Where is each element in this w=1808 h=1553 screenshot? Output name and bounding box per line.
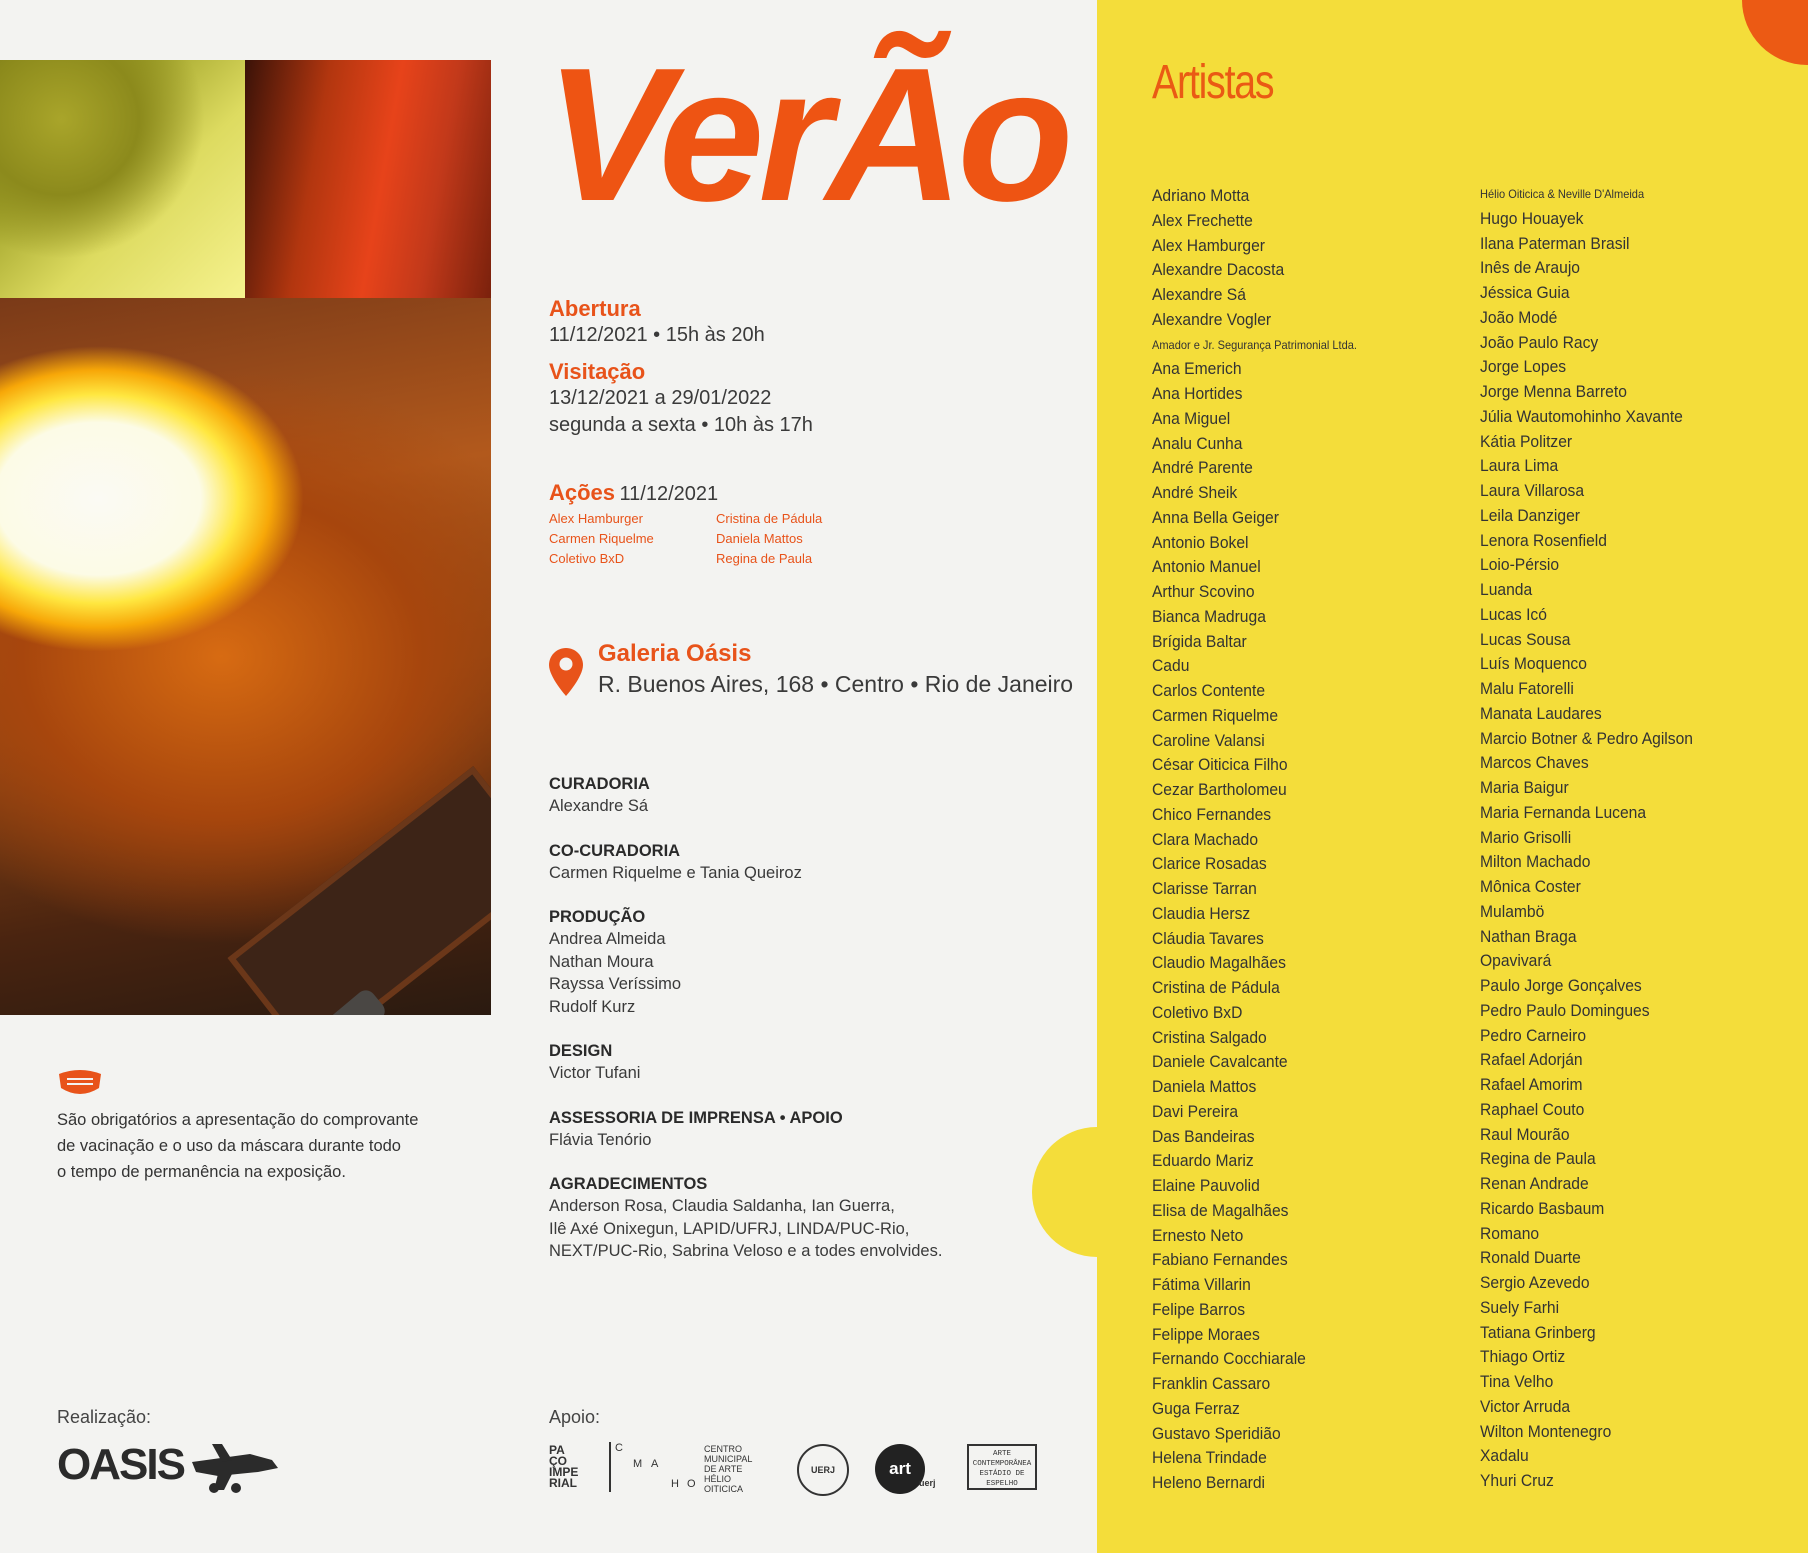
artist-name: Mario Grisolli — [1480, 827, 1572, 847]
visitacao-hours: segunda a sexta • 10h às 17h — [549, 414, 813, 436]
notice-line: de vacinação e o uso da máscara durante todo — [57, 1137, 401, 1155]
artist-name: Clara Machado — [1152, 829, 1259, 849]
artist-name: Claudio Magalhães — [1152, 953, 1286, 973]
credits — [549, 773, 969, 1285]
artist-name: Alex Frechette — [1152, 210, 1253, 230]
artist-name: Adriano Motta — [1152, 186, 1250, 205]
realizacao-label: Realização: — [57, 1407, 152, 1427]
apoio-label: Apoio: — [549, 1407, 601, 1427]
location-pin-icon — [549, 648, 583, 696]
artists-column-2 — [1480, 182, 1693, 1494]
artist-name: Luís Moquenco — [1480, 654, 1587, 674]
artist-name: Cadu — [1152, 656, 1190, 676]
acoes-item: Coletivo BxD — [549, 551, 625, 566]
artist-name: Leila Danziger — [1480, 505, 1580, 525]
artist-name: Ilana Paterman Brasil — [1480, 233, 1630, 253]
visitacao-label: Visitação — [549, 359, 646, 384]
artist-name: Hélio Oiticica & Neville D'Almeida — [1480, 187, 1645, 201]
artist-name: Das Bandeiras — [1152, 1126, 1255, 1146]
acoes-item: Regina de Paula — [716, 551, 813, 566]
artist-name: Cristina Salgado — [1152, 1027, 1267, 1047]
artist-name: João Modé — [1480, 307, 1558, 327]
photo-tile-forge — [0, 298, 491, 1015]
artist-name: Jéssica Guia — [1480, 283, 1570, 302]
artist-name: Antonio Manuel — [1152, 557, 1261, 577]
credit-line: NEXT/PUC-Rio, Sabrina Veloso e a todes envolvides. — [549, 1242, 943, 1260]
credit-agradecimentos — [549, 1173, 969, 1263]
artist-name: Regina de Paula — [1480, 1149, 1596, 1169]
artist-name: Pedro Paulo Domingues — [1480, 1000, 1650, 1020]
artist-name: Kátia Politzer — [1480, 431, 1573, 451]
artist-name: Inês de Araujo — [1480, 258, 1581, 278]
credit-line: Anderson Rosa, Claudia Saldanha, Ian Guerra, — [549, 1197, 895, 1215]
artist-name: Cezar Bartholomeu — [1152, 780, 1287, 799]
artists-title: Artistas — [1152, 56, 1274, 109]
artist-name: Jorge Lopes — [1480, 357, 1567, 377]
artist-name: Daniela Mattos — [1152, 1077, 1257, 1096]
artist-name: Fabiano Fernandes — [1152, 1250, 1288, 1270]
acoes-label: Ações — [549, 480, 616, 505]
visitacao-dates: 13/12/2021 a 29/01/2022 — [549, 387, 772, 409]
artist-name: Milton Machado — [1480, 852, 1591, 872]
exhibition-photo-collage — [0, 60, 491, 1015]
artist-name: Xadalu — [1480, 1446, 1529, 1466]
artist-name: Marcos Chaves — [1480, 753, 1589, 773]
credit-line: Flávia Tenório — [549, 1130, 652, 1149]
artist-name: Renan Andrade — [1480, 1174, 1589, 1193]
credit-heading: PRODUÇÃO — [549, 908, 646, 926]
artist-name: André Sheik — [1152, 483, 1238, 502]
artist-name: Bianca Madruga — [1152, 606, 1266, 626]
artist-name: Rafael Amorim — [1480, 1075, 1583, 1094]
artist-name: Coletivo BxD — [1152, 1002, 1243, 1022]
artist-name: Lucas Icó — [1480, 604, 1547, 624]
credit-co-curadoria — [549, 840, 969, 885]
artist-name: Júlia Wautomohinho Xavante — [1480, 406, 1683, 426]
credit-line: Ilê Axé Onixegun, LAPID/UFRJ, LINDA/PUC-Rio, — [549, 1219, 910, 1238]
artist-name: Romano — [1480, 1223, 1540, 1243]
artist-name: Tina Velho — [1480, 1372, 1554, 1391]
uerj-logo: UERJ — [797, 1444, 849, 1496]
artist-name: Malu Fatorelli — [1480, 679, 1574, 698]
artists-column-1 — [1152, 184, 1357, 1496]
artist-name: Daniele Cavalcante — [1152, 1052, 1288, 1072]
artist-name: Eduardo Mariz — [1152, 1151, 1254, 1171]
artist-name: Felipe Barros — [1152, 1299, 1246, 1319]
credit-line: Victor Tufani — [549, 1064, 641, 1082]
artist-name: Anna Bella Geiger — [1152, 507, 1279, 527]
artist-name: Franklin Cassaro — [1152, 1374, 1271, 1393]
acoes-item: Daniela Mattos — [716, 531, 803, 546]
arte-contemporanea-logo: ARTE CONTEMPORÂNEA ESTÁDIO DE ESPELHO — [967, 1444, 1037, 1490]
artist-name: Raul Mourão — [1480, 1124, 1570, 1144]
visitacao-section — [549, 359, 813, 439]
artist-name: Fátima Villarin — [1152, 1275, 1251, 1294]
credit-line: Nathan Moura — [549, 952, 654, 971]
credit-heading: CO-CURADORIA — [549, 841, 681, 860]
photo-tile-red — [245, 60, 491, 298]
oasis-logo: OASIS — [57, 1440, 184, 1489]
credit-line: Andrea Almeida — [549, 930, 666, 948]
artist-name: André Parente — [1152, 458, 1253, 478]
acoes-list — [549, 511, 856, 566]
airplane-icon — [188, 1440, 280, 1494]
artist-name: Mônica Coster — [1480, 877, 1581, 896]
artist-name: Laura Villarosa — [1480, 481, 1585, 500]
artist-name: João Paulo Racy — [1480, 332, 1599, 352]
credit-line: Rayssa Veríssimo — [549, 975, 682, 993]
artist-name: Alexandre Sá — [1152, 285, 1246, 304]
artist-name: Chico Fernandes — [1152, 804, 1272, 824]
artist-name: Ricardo Basbaum — [1480, 1198, 1605, 1218]
centro-helio-oiticica-logo: C M A H O CENTRO MUNICIPAL DE ARTE HÉLIO OITICICA — [609, 1442, 739, 1494]
artist-name: Heleno Bernardi — [1152, 1473, 1266, 1492]
artist-name: Antonio Bokel — [1152, 532, 1249, 552]
paco-imperial-logo: PA ÇO IMPE RIAL — [549, 1443, 579, 1490]
artist-name: Lucas Sousa — [1480, 629, 1571, 649]
artist-name: Alex Hamburger — [1152, 235, 1266, 255]
credit-curadoria — [549, 773, 969, 818]
artist-name: Clarisse Tarran — [1152, 879, 1257, 898]
artist-name: Ernesto Neto — [1152, 1225, 1244, 1245]
photo-tile-yellow — [0, 60, 245, 298]
artist-name: Jorge Menna Barreto — [1480, 382, 1627, 401]
artist-name: Tatiana Grinberg — [1480, 1322, 1596, 1342]
acoes-item: Alex Hamburger — [549, 511, 643, 526]
credit-heading: DESIGN — [549, 1042, 613, 1060]
artist-name: Marcio Botner & Pedro Agilson — [1480, 728, 1693, 748]
artist-name: Alexandre Vogler — [1152, 309, 1272, 329]
artist-name: Cláudia Tavares — [1152, 928, 1264, 948]
artist-name: Laura Lima — [1480, 456, 1559, 476]
artist-name: Carmen Riquelme — [1152, 705, 1279, 725]
credit-producao — [549, 906, 969, 1018]
artist-name: Fernando Cocchiarale — [1152, 1349, 1306, 1369]
artist-name: Mulambö — [1480, 901, 1545, 921]
artist-name: César Oiticica Filho — [1152, 755, 1288, 775]
artist-name: Caroline Valansi — [1152, 730, 1265, 750]
decorative-circle — [1032, 1127, 1162, 1257]
acoes-item: Carmen Riquelme — [549, 531, 654, 546]
artist-name: Pedro Carneiro — [1480, 1025, 1587, 1045]
artist-name: Brígida Baltar — [1152, 631, 1247, 651]
artist-name: Ana Miguel — [1152, 408, 1231, 428]
artist-name: Elisa de Magalhães — [1152, 1200, 1289, 1220]
artist-name: Arthur Scovino — [1152, 582, 1255, 601]
venue-address: R. Buenos Aires, 168 • Centro • Rio de Janeiro — [598, 671, 1074, 697]
artist-name: Lenora Rosenfield — [1480, 530, 1607, 550]
artist-name: Felippe Moraes — [1152, 1324, 1260, 1344]
artist-name: Rafael Adorján — [1480, 1050, 1583, 1070]
acoes-item: Cristina de Pádula — [716, 511, 823, 526]
artist-name: Wilton Montenegro — [1480, 1421, 1612, 1441]
artist-name: Thiago Ortiz — [1480, 1347, 1566, 1367]
artist-name: Yhuri Cruz — [1480, 1471, 1554, 1490]
artist-name: Raphael Couto — [1480, 1099, 1585, 1119]
abertura-label: Abertura — [549, 296, 641, 321]
artist-name: Ana Hortides — [1152, 384, 1243, 403]
notice-line: São obrigatórios a apresentação do comprovante — [57, 1111, 419, 1129]
artist-name: Clarice Rosadas — [1152, 854, 1267, 874]
abertura-section — [549, 296, 765, 349]
artist-name: Analu Cunha — [1152, 433, 1243, 453]
artist-name: Loio-Pérsio — [1480, 555, 1560, 575]
artist-name: Guga Ferraz — [1152, 1398, 1240, 1418]
abertura-value: 11/12/2021 • 15h às 20h — [549, 324, 765, 346]
artist-name: Opavivará — [1480, 951, 1552, 971]
credit-assessoria — [549, 1107, 969, 1152]
artist-name: Luanda — [1480, 580, 1533, 599]
notice-line: o tempo de permanência na exposição. — [57, 1163, 346, 1181]
credit-line: Rudolf Kurz — [549, 997, 636, 1016]
artist-name: Sergio Azevedo — [1480, 1273, 1590, 1292]
artist-name: Paulo Jorge Gonçalves — [1480, 976, 1642, 995]
venue-name: Galeria Oásis — [598, 640, 752, 667]
acoes-heading — [549, 480, 718, 508]
artist-name: Amador e Jr. Segurança Patrimonial Ltda. — [1152, 337, 1357, 352]
credit-line: Carmen Riquelme e Tania Queiroz — [549, 863, 802, 882]
sponsor-logos — [549, 1440, 1049, 1496]
artist-name: Claudia Hersz — [1152, 903, 1251, 923]
vaccination-notice — [57, 1107, 437, 1185]
artist-name: Davi Pereira — [1152, 1101, 1239, 1121]
artist-name: Maria Baigur — [1480, 778, 1569, 797]
artist-name: Carlos Contente — [1152, 681, 1266, 700]
artist-name: Ana Emerich — [1152, 359, 1242, 379]
artist-name: Alexandre Dacosta — [1152, 260, 1285, 280]
credit-line: Alexandre Sá — [549, 797, 649, 815]
credit-design — [549, 1040, 969, 1085]
credit-heading: AGRADECIMENTOS — [549, 1175, 708, 1193]
artist-name: Nathan Braga — [1480, 926, 1577, 946]
artist-name: Maria Fernanda Lucena — [1480, 802, 1647, 822]
artist-name: Gustavo Speridião — [1152, 1423, 1281, 1443]
artist-name: Cristina de Pádula — [1152, 978, 1280, 997]
art-uerj-logo: art uerj — [875, 1444, 925, 1494]
artist-name: Victor Arruda — [1480, 1396, 1571, 1416]
face-mask-icon — [57, 1068, 103, 1098]
artist-name: Ronald Duarte — [1480, 1248, 1581, 1268]
acoes-date: 11/12/2021 — [619, 483, 719, 505]
credit-heading: CURADORIA — [549, 775, 650, 793]
artist-name: Elaine Pauvolid — [1152, 1176, 1260, 1195]
artist-name: Hugo Houayek — [1480, 208, 1584, 228]
artist-name: Helena Trindade — [1152, 1448, 1267, 1468]
artist-name: Suely Farhi — [1480, 1297, 1560, 1317]
artist-name: Manata Laudares — [1480, 703, 1602, 723]
credit-heading: ASSESSORIA DE IMPRENSA • APOIO — [549, 1108, 843, 1127]
exhibition-title: VerÃo — [545, 29, 1068, 241]
